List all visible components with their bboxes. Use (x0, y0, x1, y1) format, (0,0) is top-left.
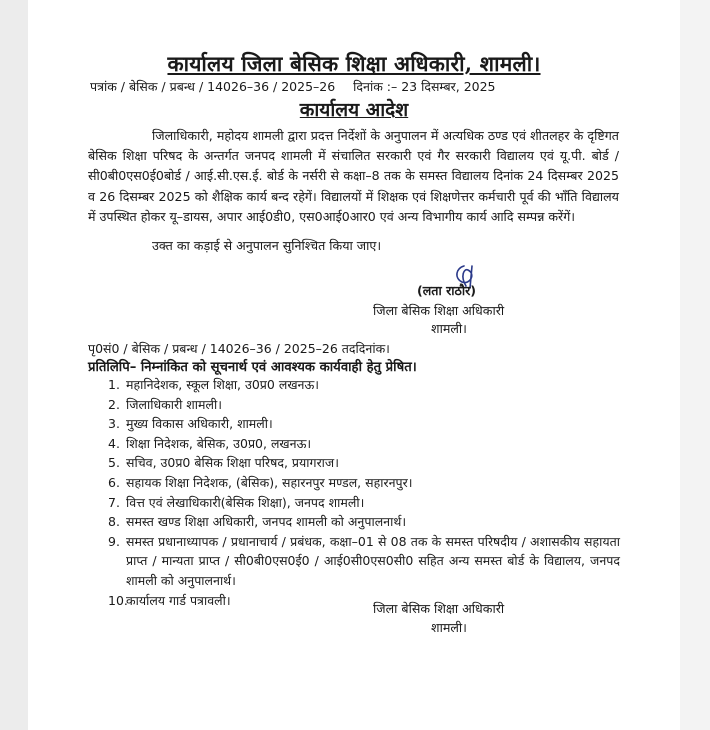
list-item: 1. महानिदेशक, स्कूल शिक्षा, उ0प्र0 लखनऊ। (108, 377, 320, 392)
list-item: 4. शिक्षा निदेशक, बेसिक, उ0प्र0, लखनऊ। (108, 435, 312, 451)
list-item: 2. जिलाधिकारी शामली। (108, 396, 222, 412)
list-item: 5. सचिव, उ0प्र0 बेसिक शिक्षा परिषद, प्रयागराज। (108, 455, 339, 471)
signatory-designation: जिला बेसिक शिक्षा अधिकारी (373, 303, 505, 318)
signatory-place-footer: शामली। (431, 620, 467, 635)
reference-line (90, 78, 496, 95)
list-item: 8. समस्त खण्ड शिक्षा अधिकारी, जनपद शामली को अनुपालनार्थ। (108, 514, 407, 530)
letter-number: पत्रांक / बेसिक / प्रबन्ध / 14026–36 / 2025–26 (90, 79, 336, 94)
copy-heading: प्रतिलिपि– निम्नांकित को सूचनार्थ एवं आवश्यक कार्यवाही हेतु प्रेषित। (88, 360, 417, 375)
signatory-place: शामली। (431, 321, 467, 336)
list-item: 9. समस्त प्रधानाध्यापक / प्रधानाचार्य / प्रबंधक, कक्षा–01 से 08 तक के समस्त परिषदीय / अशासकीय सहायता प्राप्त / मान्यता प्राप्त / सी0बी0एस0ई0 / आई0सी0एस0सी0 सहित अन्य समस्त बोर्ड के विद्यालय, जनपद शामली को अनुपालनार्थ। (108, 533, 620, 588)
office-title: कार्यालय जिला बेसिक शिक्षा अधिकारी, शामली। (167, 51, 541, 76)
list-item: 7. वित्त एवं लेखाधिकारी(बेसिक शिक्षा), जनपद शामली। (108, 494, 365, 510)
list-item: 6. सहायक शिक्षा निदेशक, (बेसिक), सहारनपुर मण्डल, सहारनपुर। (108, 474, 413, 490)
page-edge-shadow (680, 0, 710, 730)
copy-recipient-list (88, 375, 620, 610)
order-closing: उक्त का कड़ाई से अनुपालन सुनिश्चित किया जाए। (152, 238, 382, 253)
signatory-name: (लता राठौर) (417, 283, 477, 298)
list-item: 3. मुख्य विकास अधिकारी, शामली। (108, 416, 273, 432)
order-body: जिलाधिकारी, महोदय शामली द्वारा प्रदत्त निर्देशों के अनुपालन में अत्यधिक ठण्ड एवं शीतलहर के दृष्टिगत बेसिक शिक्षा परिषद के अन्तर्गत जनपद शामली में संचालित सरकारी एवं गैर सरकारी विद्यालय एवं यू.पी. बोर्ड / सी0बी0एस0ई0बोर्ड / आई.सी.एस.ई. बोर्ड के नर्सरी से कक्षा–8 तक के समस्त विद्यालय दिनांक 24 दिसम्बर 2025 व 26 दिसम्बर 2025 को शैक्षिक कार्य बन्द रहेगें। विद्यालयों में शिक्षक एवं शिक्षणेत्तर कर्मचारी पूर्व की भाँति विद्यालय में उपस्थित होकर यू–डायस, अपार आई0डी0, एस0आई0आर0 एवं अन्य विभागीय कार्य आदि सम्पन्न करेंगें। (88, 128, 619, 224)
document-page (28, 0, 680, 730)
signatory-designation-footer: जिला बेसिक शिक्षा अधिकारी (373, 601, 505, 616)
list-item: 10. कार्यालय गार्ड पत्रावली। (108, 592, 231, 608)
copy-reference: पृ0सं0 / बेसिक / प्रबन्ध / 14026–36 / 2025–26 तददिनांक। (88, 341, 390, 356)
order-title: कार्यालय आदेश (299, 99, 409, 121)
letter-date: दिनांक :– 23 दिसम्बर, 2025 (353, 79, 496, 94)
